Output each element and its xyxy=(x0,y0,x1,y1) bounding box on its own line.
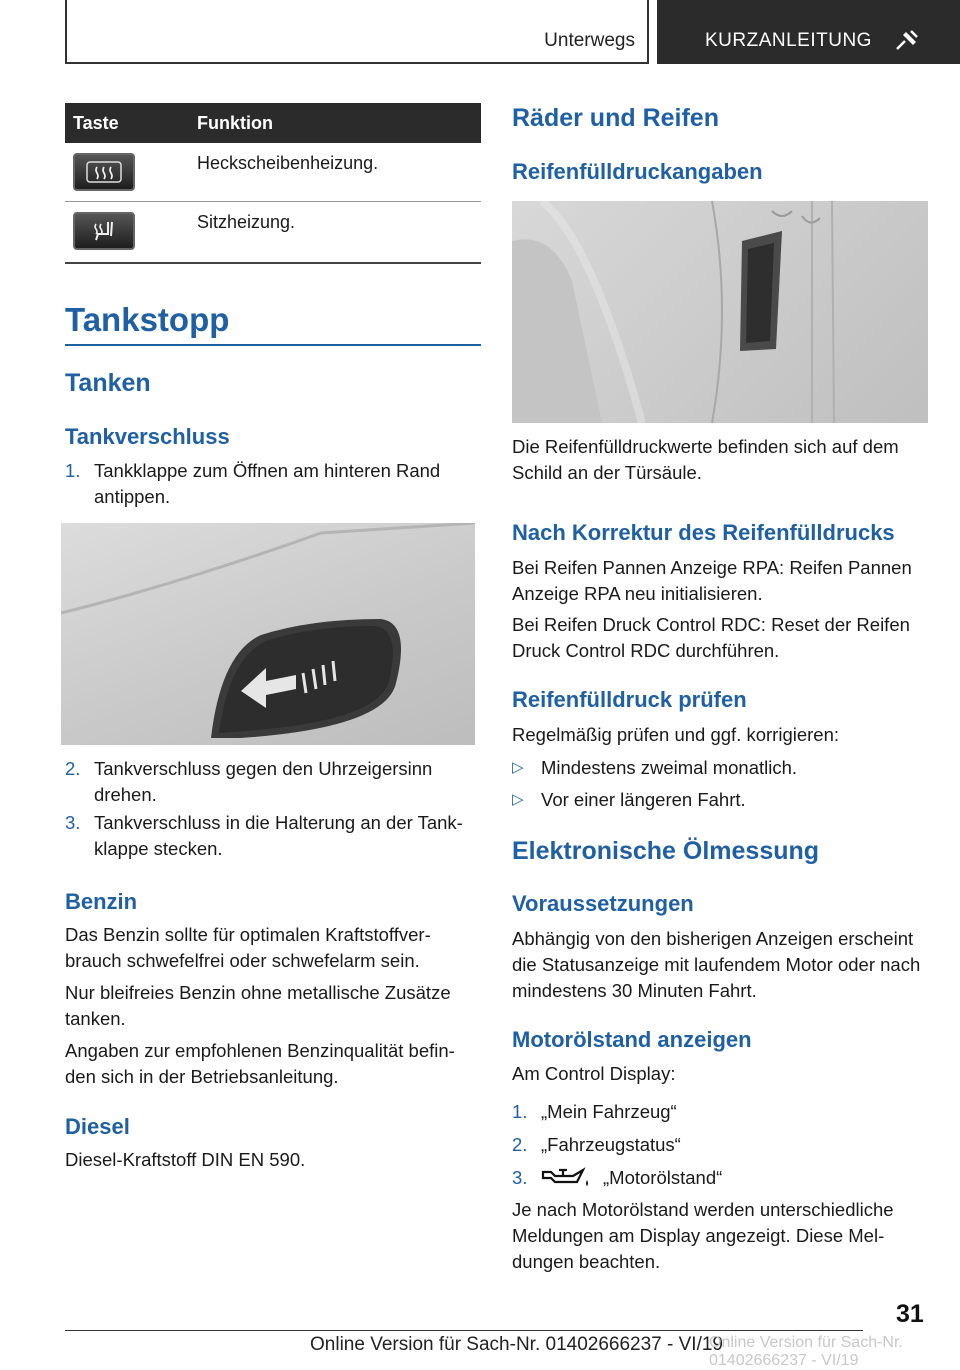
pin-icon xyxy=(893,29,919,51)
paragraph: Bei Reifen Pannen Anzeige RPA: Reifen Pannen Anzeige RPA neu initialisieren. xyxy=(512,557,912,604)
bullet-text: Mindestens zweimal monatlich. xyxy=(541,757,798,778)
footer-watermark: Online Version für Sach-Nr. 01402666237 - VI/19 xyxy=(709,1334,903,1369)
paragraph: Je nach Motorölstand werden unterschiedliche Meldungen am Display angezeigt. Diese Meldungen beachten. xyxy=(512,1199,894,1272)
heading-tankstopp: Tankstopp xyxy=(65,301,230,338)
heading-reifenfuelldruckangaben: Reifenfülldruckangaben xyxy=(512,159,763,184)
table-header-funktion: Funktion xyxy=(189,103,481,143)
step-text: Tankklappe zum Öffnen am hinteren Rand antippen. xyxy=(94,460,441,507)
door-pillar-photo xyxy=(512,201,928,423)
step-text: Tankverschluss gegen den Uhrzeigersinn drehen. xyxy=(94,758,433,805)
function-table xyxy=(65,103,481,264)
table-row xyxy=(65,202,481,264)
table-header-taste: Taste xyxy=(65,103,189,143)
paragraph: Nur bleifreies Benzin ohne metallische Zusätze tanken. xyxy=(65,982,451,1029)
heading-raeder-reifen: Räder und Reifen xyxy=(512,104,719,132)
step-text: „Mein Fahrzeug“ xyxy=(541,1101,677,1122)
heading-voraussetzungen: Voraussetzungen xyxy=(512,891,694,916)
fuel-cap-photo xyxy=(61,523,475,745)
paragraph: Das Benzin sollte für optimalen Kraftstoffverbrauch schwefelfrei oder schwefelarm sein. xyxy=(65,924,431,971)
paragraph: Abhängig von den bisherigen Anzeigen erscheint die Statusanzeige mit laufendem Motor oder nach mindestens 30 Minuten Fahrt. xyxy=(512,928,921,1001)
heading-tankverschluss: Tankverschluss xyxy=(65,424,230,449)
heading-diesel: Diesel xyxy=(65,1114,130,1139)
heading-tanken: Tanken xyxy=(65,369,151,397)
paragraph: Angaben zur empfohlenen Benzinqualität befinden sich in der Betriebsanleitung. xyxy=(65,1040,455,1087)
step-number: 2. xyxy=(65,758,81,779)
footer-version: Online Version für Sach-Nr. 01402666237 - VI/19 xyxy=(310,1334,723,1355)
heading-benzin: Benzin xyxy=(65,889,138,914)
paragraph: Bei Reifen Druck Control RDC: Reset der Reifen Druck Control RDC durchführen. xyxy=(512,614,910,661)
header-tab xyxy=(657,0,960,64)
header-tab-label: KURZANLEITUNG xyxy=(705,30,872,51)
heading-rule xyxy=(65,344,481,346)
seat-heating-icon xyxy=(73,212,135,250)
footer-rule xyxy=(65,1330,863,1331)
rear-window-heating-icon xyxy=(73,153,135,191)
paragraph: Regelmäßig prüfen und ggf. korrigieren: xyxy=(512,724,840,745)
table-cell-function: Sitzheizung. xyxy=(189,202,481,264)
page-number: 31 xyxy=(896,1300,924,1328)
step-number: 1. xyxy=(65,460,81,481)
header-section-box xyxy=(65,0,649,64)
step-text: „Motorölstand“ xyxy=(603,1167,723,1188)
table-cell-function: Heckscheibenheizung. xyxy=(189,143,481,202)
step-text: „Fahrzeugstatus“ xyxy=(541,1134,681,1155)
paragraph: Diesel-Kraftstoff DIN EN 590. xyxy=(65,1149,306,1170)
step-number: 2. xyxy=(512,1134,528,1155)
step-number: 3. xyxy=(65,812,81,833)
heading-motoroelstand-anzeigen: Motorölstand anzeigen xyxy=(512,1027,752,1052)
heading-nach-korrektur: Nach Korrektur des Reifenfülldrucks xyxy=(512,520,895,545)
heading-reifenfuelldruck-pruefen: Reifenfülldruck prüfen xyxy=(512,687,747,712)
bullet-triangle-icon: ▷ xyxy=(512,791,524,808)
oil-can-icon xyxy=(541,1164,593,1190)
paragraph: Am Control Display: xyxy=(512,1063,676,1084)
heading-elektronische-oelmessung: Elektronische Ölmessung xyxy=(512,837,820,865)
table-row xyxy=(65,143,481,202)
paragraph: Die Reifenfülldruckwerte befinden sich auf dem Schild an der Türsäule. xyxy=(512,436,899,483)
bullet-text: Vor einer längeren Fahrt. xyxy=(541,789,746,810)
bullet-triangle-icon: ▷ xyxy=(512,759,524,776)
step-number: 3. xyxy=(512,1167,528,1188)
step-number: 1. xyxy=(512,1101,528,1122)
step-text: Tankverschluss in die Halterung an der Tankklappe stecken. xyxy=(94,812,463,859)
header-section-title: Unterwegs xyxy=(544,30,635,51)
